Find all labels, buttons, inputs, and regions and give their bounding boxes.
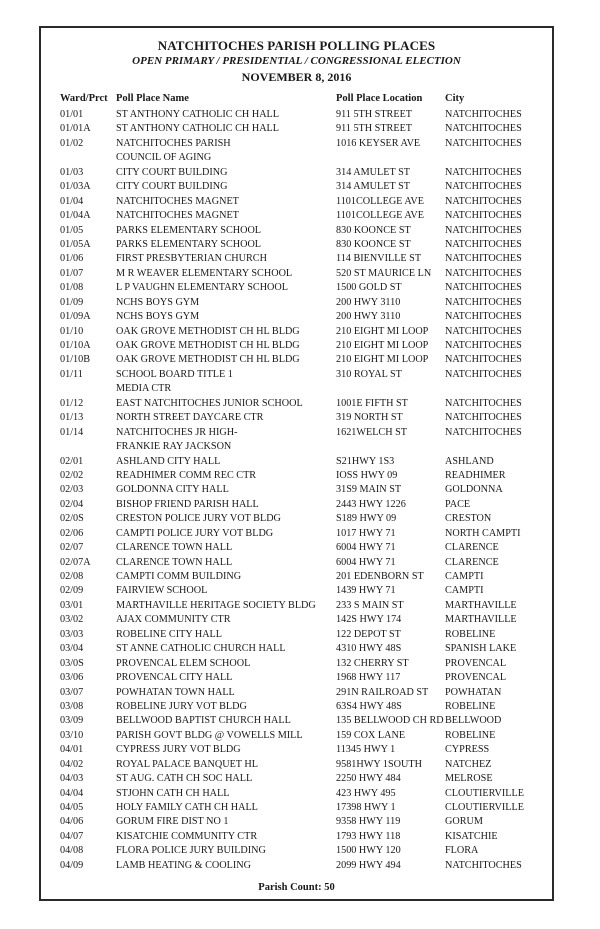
name-cell: NATCHITOCHES JR HIGH-: [116, 426, 238, 438]
table-row: [0, 772, 600, 786]
name-cell: FIRST PRESBYTERIAN CHURCH: [116, 253, 267, 265]
ward-cell: 01/05A: [60, 238, 91, 250]
name-cell: BISHOP FRIEND PARISH HALL: [116, 498, 259, 510]
table-row: [0, 743, 600, 757]
ward-cell: 03/08: [60, 700, 84, 712]
city-cell: NORTH CAMPTI: [445, 527, 521, 539]
ward-cell: 02/01: [60, 455, 84, 467]
location-cell: 210 EIGHT MI LOOP: [336, 354, 429, 366]
document-date: NOVEMBER 8, 2016: [241, 70, 352, 84]
name-cell: CAMPTI POLICE JURY VOT BLDG: [116, 527, 274, 539]
ward-cell: 01/11: [60, 368, 83, 380]
city-cell: CLOUTIERVILLE: [445, 787, 524, 799]
ward-cell: 03/0S: [60, 657, 84, 669]
name-cell: ROYAL PALACE BANQUET HL: [116, 758, 258, 770]
ward-cell: 01/05: [60, 224, 84, 236]
location-cell: 1101COLLEGE AVE: [336, 210, 425, 222]
ward-cell: 03/06: [60, 672, 84, 684]
location-cell: 31S9 MAIN ST: [336, 484, 402, 496]
location-cell: 200 HWY 3110: [336, 311, 401, 323]
name-cell: LAMB HEATING & COOLING: [116, 859, 251, 871]
table-row: [0, 599, 600, 613]
ward-cell: 04/06: [60, 816, 84, 828]
name-cell: GOLDONNA CITY HALL: [116, 484, 229, 496]
location-cell: 2099 HWY 494: [336, 859, 401, 871]
name-cell: L P VAUGHN ELEMENTARY SCHOOL: [116, 282, 288, 294]
ward-cell: 03/04: [60, 643, 84, 655]
name-cell: PARKS ELEMENTARY SCHOOL: [116, 224, 262, 236]
name-cell: ROBELINE CITY HALL: [116, 628, 223, 640]
ward-cell: 01/02: [60, 137, 84, 149]
ward-cell: 02/08: [60, 571, 84, 583]
city-cell: NATCHITOCHES: [445, 253, 522, 265]
name-cell: NCHS BOYS GYM: [116, 296, 200, 308]
city-cell: CAMPTI: [445, 585, 484, 597]
city-cell: CAMPTI: [445, 571, 484, 583]
table-row: [0, 325, 600, 339]
city-cell: NATCHITOCHES: [445, 296, 522, 308]
ward-cell: 04/07: [60, 830, 84, 842]
city-cell: PACE: [445, 498, 471, 510]
name-cell-line2: FRANKIE RAY JACKSON: [116, 441, 232, 453]
ward-cell: 04/08: [60, 845, 84, 857]
ward-cell: 01/08: [60, 282, 84, 294]
location-cell: 142S HWY 174: [336, 614, 402, 626]
location-cell: 310 ROYAL ST: [336, 368, 402, 380]
location-cell: 6004 HWY 71: [336, 556, 396, 568]
ward-cell: 01/03A: [60, 181, 91, 193]
document-title: NATCHITOCHES PARISH POLLING PLACES: [157, 38, 436, 53]
ward-cell: 04/01: [60, 744, 84, 756]
table-row: [0, 801, 600, 815]
city-cell: NATCHITOCHES: [445, 368, 522, 380]
ward-cell: 01/14: [60, 426, 84, 438]
city-cell: ROBELINE: [445, 729, 496, 741]
city-cell: NATCHITOCHES: [445, 181, 522, 193]
table-row: [0, 368, 600, 397]
location-cell: IOSS HWY 09: [336, 469, 398, 481]
ward-cell: 01/03: [60, 166, 84, 178]
location-cell: 159 COX LANE: [336, 729, 406, 741]
ward-cell: 03/02: [60, 614, 84, 626]
city-cell: ROBELINE: [445, 628, 496, 640]
location-cell: 11345 HWY 1: [336, 744, 396, 756]
location-cell: 1016 KEYSER AVE: [336, 137, 421, 149]
name-cell: ROBELINE JURY VOT BLDG: [116, 700, 247, 712]
name-cell: ST ANTHONY CATHOLIC CH HALL: [116, 123, 279, 135]
table-row: [0, 339, 600, 353]
ward-cell: 01/10A: [60, 340, 91, 352]
name-cell-line2: MEDIA CTR: [116, 383, 172, 395]
city-cell: NATCHITOCHES: [445, 123, 522, 135]
ward-cell: 01/13: [60, 412, 84, 424]
column-header-location: Poll Place Location: [336, 93, 423, 104]
location-cell: 1500 GOLD ST: [336, 282, 402, 294]
location-cell: 122 DEPOT ST: [336, 628, 401, 640]
ward-cell: 04/03: [60, 773, 84, 785]
name-cell: CITY COURT BUILDING: [116, 166, 228, 178]
location-cell: 1001E FIFTH ST: [336, 397, 408, 409]
name-cell: PROVENCAL ELEM SCHOOL: [116, 657, 251, 669]
city-cell: PROVENCAL: [445, 657, 507, 669]
table-row: [0, 122, 600, 136]
table-row: [0, 108, 600, 122]
name-cell: ASHLAND CITY HALL: [116, 455, 221, 467]
location-cell: 201 EDENBORN ST: [336, 571, 424, 583]
ward-cell: 02/07A: [60, 556, 91, 568]
location-cell: 1439 HWY 71: [336, 585, 396, 597]
name-cell: ST ANNE CATHOLIC CHURCH HALL: [116, 643, 286, 655]
city-cell: NATCHITOCHES: [445, 109, 522, 120]
table-row: [0, 787, 600, 801]
table-row: [0, 252, 600, 266]
location-cell: 2250 HWY 484: [336, 773, 401, 785]
city-cell: ASHLAND: [445, 455, 494, 467]
ward-cell: 01/10B: [60, 354, 91, 366]
table-row: [0, 527, 600, 541]
table-row: [0, 859, 600, 873]
ward-cell: 02/06: [60, 527, 84, 539]
city-cell: CRESTON: [445, 513, 492, 525]
table-row: [0, 570, 600, 584]
table-row: [0, 353, 600, 367]
table-row: [0, 498, 600, 512]
name-cell: NCHS BOYS GYM: [116, 311, 200, 323]
name-cell: PARISH GOVT BLDG @ VOWELLS MILL: [116, 729, 303, 741]
ward-cell: 04/09: [60, 859, 84, 871]
name-cell: CYPRESS JURY VOT BLDG: [116, 744, 241, 756]
ward-cell: 01/01: [60, 109, 84, 120]
city-cell: NATCHITOCHES: [445, 282, 522, 294]
city-cell: NATCHITOCHES: [445, 267, 522, 279]
name-cell: AJAX COMMUNITY CTR: [116, 614, 231, 626]
table-row: [0, 729, 600, 743]
table-row: [0, 296, 600, 310]
location-cell: 319 NORTH ST: [336, 412, 403, 424]
location-cell: 6004 HWY 71: [336, 542, 396, 554]
name-cell: HOLY FAMILY CATH CH HALL: [116, 802, 258, 814]
city-cell: NATCHITOCHES: [445, 412, 522, 424]
city-cell: READHIMER: [445, 469, 506, 481]
city-cell: CLOUTIERVILLE: [445, 802, 524, 814]
name-cell: OAK GROVE METHODIST CH HL BLDG: [116, 340, 300, 352]
table-row: [0, 483, 600, 497]
ward-cell: 01/10: [60, 325, 84, 337]
city-cell: ROBELINE: [445, 700, 496, 712]
city-cell: NATCHITOCHES: [445, 859, 522, 871]
name-cell: STJOHN CATH CH HALL: [116, 787, 230, 799]
ward-cell: 03/10: [60, 729, 84, 741]
polling-places-table: [0, 108, 600, 873]
table-row: [0, 224, 600, 238]
table-row: [0, 310, 600, 324]
city-cell: NATCHITOCHES: [445, 397, 522, 409]
ward-cell: 02/02: [60, 469, 84, 481]
ward-cell: 01/07: [60, 267, 84, 279]
location-cell: 200 HWY 3110: [336, 296, 401, 308]
city-cell: MELROSE: [445, 773, 493, 785]
city-cell: PROVENCAL: [445, 672, 507, 684]
table-row: [0, 758, 600, 772]
column-header-ward: Ward/Prct: [60, 93, 108, 104]
table-row: [0, 238, 600, 252]
location-cell: 830 KOONCE ST: [336, 238, 411, 250]
city-cell: NATCHITOCHES: [445, 195, 522, 207]
name-cell: NORTH STREET DAYCARE CTR: [116, 412, 264, 424]
table-row: [0, 397, 600, 411]
location-cell: 314 AMULET ST: [336, 166, 410, 178]
ward-cell: 01/12: [60, 397, 84, 409]
table-row: [0, 541, 600, 555]
table-row: [0, 844, 600, 858]
table-row: [0, 686, 600, 700]
location-cell: 1017 HWY 71: [336, 527, 396, 539]
city-cell: MARTHAVILLE: [445, 599, 517, 611]
name-cell: SCHOOL BOARD TITLE 1: [116, 368, 233, 380]
city-cell: NATCHITOCHES: [445, 340, 522, 352]
city-cell: NATCHITOCHES: [445, 210, 522, 222]
location-cell: 4310 HWY 48S: [336, 643, 402, 655]
document-subtitle: OPEN PRIMARY / PRESIDENTIAL / CONGRESSIONAL ELECTION: [132, 55, 461, 67]
location-cell: 17398 HWY 1: [336, 802, 396, 814]
name-cell: PROVENCAL CITY HALL: [116, 672, 233, 684]
name-cell: FAIRVIEW SCHOOL: [116, 585, 208, 597]
table-row: [0, 281, 600, 295]
table-row: [0, 166, 600, 180]
city-cell: GOLDONNA: [445, 484, 503, 496]
location-cell: S21HWY 1S3: [336, 455, 395, 467]
city-cell: NATCHITOCHES: [445, 325, 522, 337]
table-row: [0, 195, 600, 209]
table-row: [0, 815, 600, 829]
location-cell: 114 BIENVILLE ST: [336, 253, 422, 265]
name-cell: CAMPTI COMM BUILDING: [116, 571, 242, 583]
city-cell: GORUM: [445, 816, 483, 828]
table-row: [0, 657, 600, 671]
ward-cell: 02/07: [60, 542, 84, 554]
city-cell: CLARENCE: [445, 542, 499, 554]
location-cell: 210 EIGHT MI LOOP: [336, 325, 429, 337]
location-cell: 1621WELCH ST: [336, 426, 408, 438]
table-row: [0, 455, 600, 469]
location-cell: S189 HWY 09: [336, 513, 397, 525]
location-cell: 2443 HWY 1226: [336, 498, 406, 510]
city-cell: NATCHEZ: [445, 758, 492, 770]
name-cell: ST ANTHONY CATHOLIC CH HALL: [116, 109, 279, 120]
name-cell: OAK GROVE METHODIST CH HL BLDG: [116, 354, 300, 366]
table-row: [0, 137, 600, 166]
city-cell: NATCHITOCHES: [445, 311, 522, 323]
city-cell: KISATCHIE: [445, 830, 498, 842]
name-cell-line2: COUNCIL OF AGING: [116, 152, 212, 164]
table-row: [0, 642, 600, 656]
location-cell: 9581HWY 1SOUTH: [336, 758, 422, 770]
ward-cell: 03/07: [60, 686, 84, 698]
name-cell: READHIMER COMM REC CTR: [116, 469, 257, 481]
location-cell: 1968 HWY 117: [336, 672, 401, 684]
ward-cell: 04/02: [60, 758, 84, 770]
ward-cell: 01/09A: [60, 311, 91, 323]
location-cell: 291N RAILROAD ST: [336, 686, 429, 698]
table-row: [0, 411, 600, 425]
location-cell: 520 ST MAURICE LN: [336, 267, 432, 279]
ward-cell: 01/04: [60, 195, 84, 207]
location-cell: 233 S MAIN ST: [336, 599, 404, 611]
city-cell: NATCHITOCHES: [445, 224, 522, 236]
name-cell: CLARENCE TOWN HALL: [116, 556, 233, 568]
column-header-name: Poll Place Name: [116, 93, 189, 104]
location-cell: 210 EIGHT MI LOOP: [336, 340, 429, 352]
ward-cell: 01/04A: [60, 210, 91, 222]
name-cell: EAST NATCHITOCHES JUNIOR SCHOOL: [116, 397, 303, 409]
location-cell: 911 5TH STREET: [336, 109, 413, 120]
ward-cell: 02/03: [60, 484, 84, 496]
location-cell: 423 HWY 495: [336, 787, 396, 799]
ward-cell: 04/04: [60, 787, 84, 799]
name-cell: FLORA POLICE JURY BUILDING: [116, 845, 266, 857]
table-row: [0, 267, 600, 281]
location-cell: 314 AMULET ST: [336, 181, 410, 193]
name-cell: BELLWOOD BAPTIST CHURCH HALL: [116, 715, 291, 727]
table-row: [0, 426, 600, 455]
table-row: [0, 714, 600, 728]
location-cell: 1101COLLEGE AVE: [336, 195, 425, 207]
location-cell: 132 CHERRY ST: [336, 657, 409, 669]
table-row: [0, 512, 600, 526]
location-cell: 63S4 HWY 48S: [336, 700, 402, 712]
name-cell: NATCHITOCHES MAGNET: [116, 195, 239, 207]
name-cell: CITY COURT BUILDING: [116, 181, 228, 193]
city-cell: CYPRESS: [445, 744, 490, 756]
ward-cell: 03/03: [60, 628, 84, 640]
name-cell: OAK GROVE METHODIST CH HL BLDG: [116, 325, 300, 337]
city-cell: MARTHAVILLE: [445, 614, 517, 626]
city-cell: NATCHITOCHES: [445, 238, 522, 250]
location-cell: 9358 HWY 119: [336, 816, 401, 828]
location-cell: 135 BELLWOOD CH RD: [336, 715, 444, 727]
name-cell: POWHATAN TOWN HALL: [116, 686, 235, 698]
name-cell: ST AUG. CATH CH SOC HALL: [116, 773, 253, 785]
table-row: [0, 556, 600, 570]
table-row: [0, 469, 600, 483]
column-header-city: City: [445, 93, 465, 104]
ward-cell: 04/05: [60, 802, 84, 814]
city-cell: CLARENCE: [445, 556, 499, 568]
ward-cell: 03/09: [60, 715, 84, 727]
ward-cell: 02/04: [60, 498, 84, 510]
name-cell: MARTHAVILLE HERITAGE SOCIETY BLDG: [116, 599, 316, 611]
parish-count: Parish Count: 50: [258, 882, 335, 893]
name-cell: NATCHITOCHES MAGNET: [116, 210, 239, 222]
ward-cell: 03/01: [60, 599, 84, 611]
city-cell: NATCHITOCHES: [445, 137, 522, 149]
table-row: [0, 584, 600, 598]
ward-cell: 01/06: [60, 253, 84, 265]
name-cell: M R WEAVER ELEMENTARY SCHOOL: [116, 267, 293, 279]
location-cell: 1793 HWY 118: [336, 830, 401, 842]
city-cell: FLORA: [445, 845, 479, 857]
name-cell: GORUM FIRE DIST NO 1: [116, 816, 229, 828]
location-cell: 911 5TH STREET: [336, 123, 413, 135]
ward-cell: 01/09: [60, 296, 84, 308]
city-cell: NATCHITOCHES: [445, 426, 522, 438]
city-cell: NATCHITOCHES: [445, 166, 522, 178]
table-row: [0, 830, 600, 844]
location-cell: 1500 HWY 120: [336, 845, 401, 857]
ward-cell: 01/01A: [60, 123, 91, 135]
name-cell: CRESTON POLICE JURY VOT BLDG: [116, 513, 281, 525]
table-row: [0, 613, 600, 627]
name-cell: KISATCHIE COMMUNITY CTR: [116, 830, 258, 842]
city-cell: SPANISH LAKE: [445, 643, 517, 655]
city-cell: POWHATAN: [445, 686, 502, 698]
table-row: [0, 628, 600, 642]
table-row: [0, 700, 600, 714]
city-cell: NATCHITOCHES: [445, 354, 522, 366]
name-cell: NATCHITOCHES PARISH: [116, 137, 231, 149]
name-cell: PARKS ELEMENTARY SCHOOL: [116, 238, 262, 250]
table-row: [0, 209, 600, 223]
name-cell: CLARENCE TOWN HALL: [116, 542, 233, 554]
ward-cell: 02/0S: [60, 513, 84, 525]
location-cell: 830 KOONCE ST: [336, 224, 411, 236]
table-row: [0, 671, 600, 685]
city-cell: BELLWOOD: [445, 715, 502, 727]
table-row: [0, 180, 600, 194]
ward-cell: 02/09: [60, 585, 84, 597]
